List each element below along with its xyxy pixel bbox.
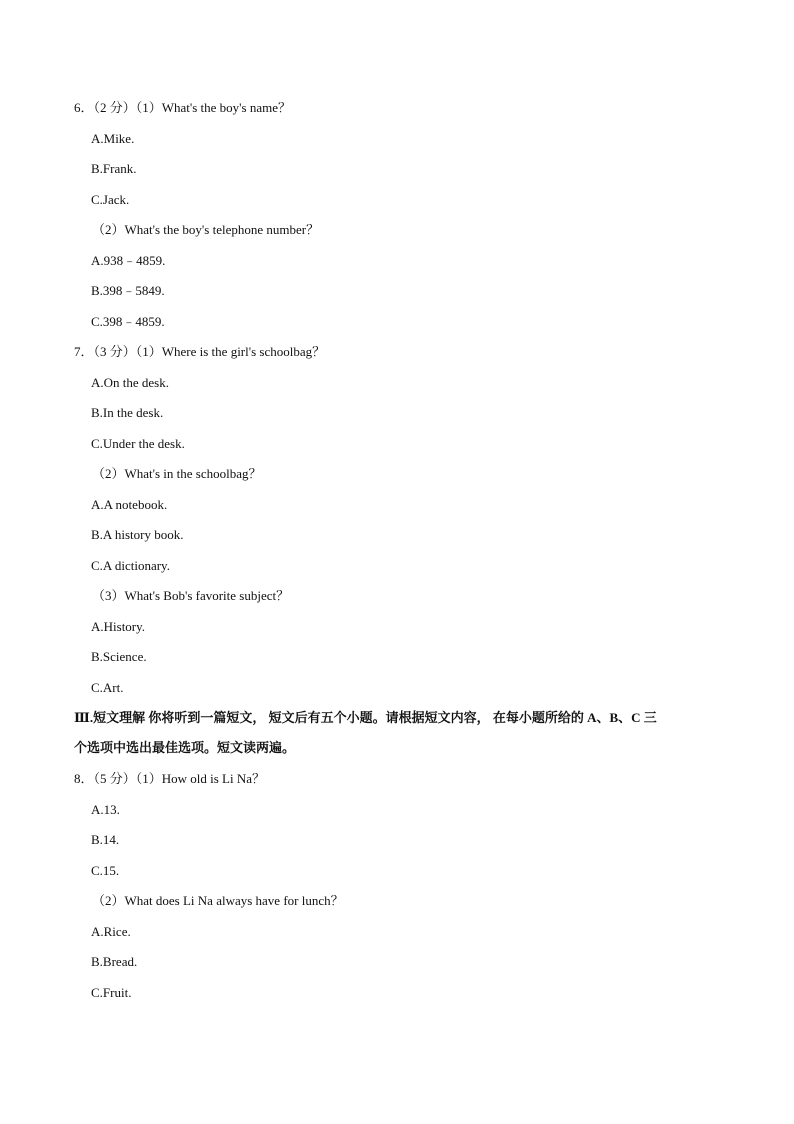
q8-subquestion-2: （2）What does Li Na always have for lunch？ [92,893,344,908]
question-7-heading: 7．（3 分）（1）Where is the girl's schoolbag？ [74,344,326,359]
q6-2-option-b: B.398﹣5849. [91,283,165,298]
q6-subquestion-2: （2）What's the boy's telephone number？ [92,222,320,237]
q7-3-option-b: B.Science. [91,649,147,664]
q7-2-option-c: C.A dictionary. [91,558,170,573]
q7-1-option-c: C.Under the desk. [91,436,185,451]
section-3-instruction-line-1: Ⅲ.短文理解 你将听到一篇短文， 短文后有五个小题。请根据短文内容， 在每小题所给的 A、B、C 三 [74,710,657,725]
q7-1-option-a: A.On the desk. [91,375,169,390]
q8-2-option-b: B.Bread. [91,954,138,969]
section-3-instruction-line-2: 个选项中选出最佳选项。短文读两遍。 [74,740,296,755]
q7-2-option-a: A.A notebook. [91,497,168,512]
q6-2-option-a: A.938﹣4859. [91,253,166,268]
q8-2-option-a: A.Rice. [91,924,131,939]
q8-1-option-b: B.14. [91,832,120,847]
q8-1-option-c: C.15. [91,863,120,878]
question-8-heading: 8．（5 分）（1）How old is Li Na？ [74,771,266,786]
q6-1-option-a: A.Mike. [91,131,135,146]
q6-2-option-c: C.398﹣4859. [91,314,165,329]
q7-subquestion-2: （2）What's in the schoolbag？ [92,466,262,481]
q7-3-option-a: A.History. [91,619,146,634]
q6-1-option-b: B.Frank. [91,161,137,176]
q7-3-option-c: C.Art. [91,680,124,695]
question-6-heading: 6．（2 分）（1）What's the boy's name？ [74,100,291,115]
q6-1-option-c: C.Jack. [91,192,130,207]
q8-2-option-c: C.Fruit. [91,985,132,1000]
q7-2-option-b: B.A history book. [91,527,184,542]
q8-1-option-a: A.13. [91,802,120,817]
q7-1-option-b: B.In the desk. [91,405,164,420]
q7-subquestion-3: （3）What's Bob's favorite subject？ [92,588,290,603]
